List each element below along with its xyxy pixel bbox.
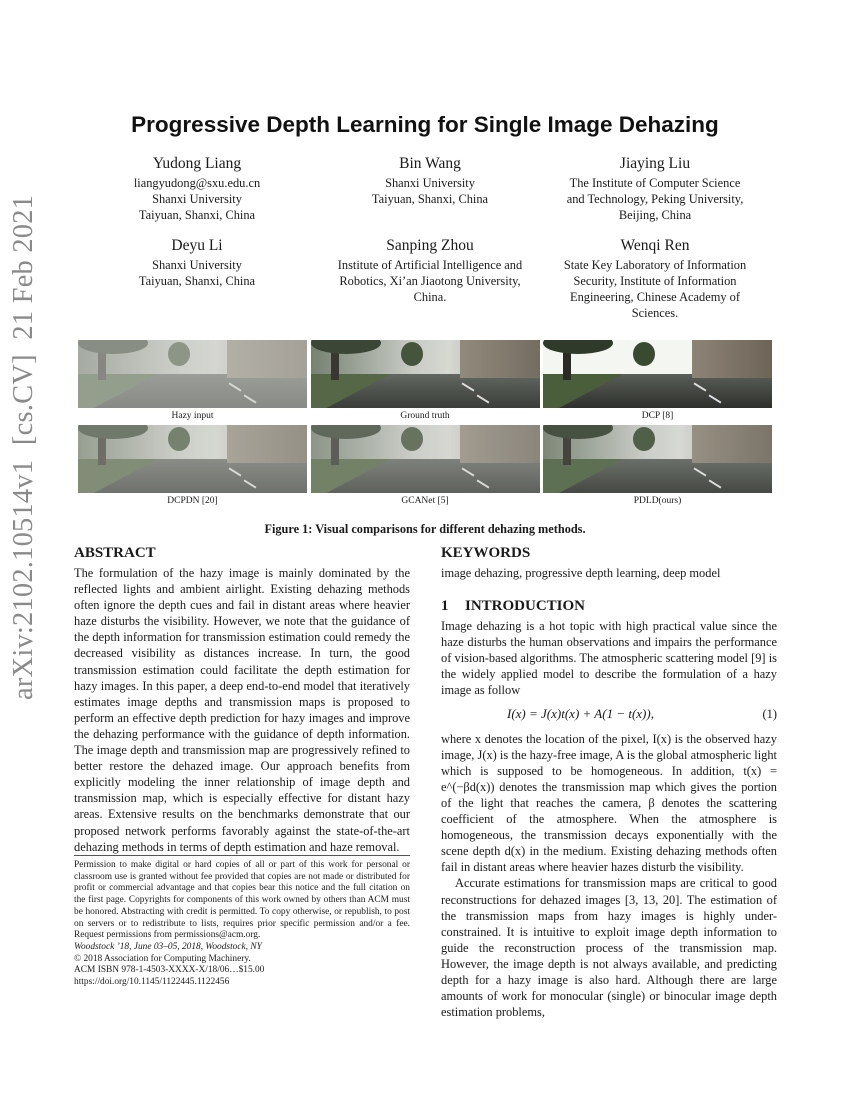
isbn-line: ACM ISBN 978-1-4503-XXXX-X/18/06…$15.00: [74, 965, 265, 976]
section-title: INTRODUCTION: [465, 598, 586, 615]
author-affiliation: Shanxi University: [152, 192, 242, 206]
introduction-heading: [441, 597, 777, 615]
copyright-line: © 2018 Association for Computing Machinery.: [74, 953, 251, 964]
author-location: Taiyuan, Shanxi, China: [138, 208, 256, 222]
author-affiliation: Robotics, Xi’an Jiaotong University,: [339, 274, 521, 288]
figure-panel-label: GCANet [5]: [401, 496, 449, 506]
abstract-heading: ABSTRACT: [74, 545, 156, 561]
figure-caption: Figure 1: Visual comparisons for different dehazing methods.: [264, 522, 586, 536]
author-location: Taiyuan, Shanxi, China: [371, 192, 489, 206]
author-name: Deyu Li: [171, 237, 223, 254]
arxiv-identifier-stamp: arXiv:2102.10514v1 [cs.CV] 21 Feb 2021: [8, 194, 39, 700]
permission-statement: Permission to make digital or hard copies of all or part of this work for personal or classroom use is granted without fee provided that copies are not made or distributed for profit or commercial advantage and that copies bear this notice and the full citation on the first page. Copyrights for components of this work owned by others than ACM must be honored. Abstracting with credit is permitted. To copy otherwise, or republish, to post on servers or to redistribute to lists, requires prior specific permission and/or a fee. Request permissions from permissions@acm.org.: [74, 860, 410, 941]
author-block: [535, 236, 775, 321]
figure-panel-gcanet: [311, 425, 540, 509]
figure-panel-label: DCP [8]: [641, 411, 674, 421]
figure-panel-dcpdn: [78, 425, 307, 509]
figure-panel-label: Hazy input: [171, 411, 214, 421]
equation-1: [441, 704, 777, 728]
street-scene-image: [543, 425, 772, 493]
author-affiliation: Shanxi University: [385, 176, 475, 190]
author-location: Taiyuan, Shanxi, China: [138, 274, 256, 288]
footnote-divider: [74, 855, 410, 856]
author-name: Sanping Zhou: [386, 237, 474, 254]
paper-title: Progressive Depth Learning for Single Image Dehazing: [131, 112, 719, 137]
author-name: Wenqi Ren: [620, 237, 690, 254]
abstract-text: The formulation of the hazy image is mainly dominated by the reflected lights and ambient airlight. Existing dehazing methods often ignore the depth cues and fail in distant areas where heavier haze disturbs the visibility. However, we note that the guidance of the depth information for transmission estimation could remedy the decreased visibility as distances increase. In turn, the good transmission estimation could facilitate the depth estimation for hazy images. In this paper, a deep end-to-end model that iteratively estimates image depths and transmission maps is proposed to perform an effective depth prediction for hazy images and improve the dehazing performance with the guidance of depth information. The image depth and transmission map are progressively refined to better restore the dehazed image. Our approach benefits from explicitly modeling the inner relationship of image depth and transmission map, which is especially effective for distant hazy areas. Extensive results on the benchmarks demonstrate that our proposed network performs favorably against the state-of-the-art dehazing methods in terms of depth estimation and haze removal.: [74, 566, 410, 854]
street-scene-image: [311, 425, 540, 493]
author-location: China.: [413, 290, 447, 304]
street-scene-image: [78, 340, 307, 408]
author-block: [310, 154, 550, 207]
figure-panel-ground-truth: [311, 340, 540, 424]
doi-link[interactable]: https://doi.org/10.1145/1122445.1122456: [74, 977, 230, 988]
street-scene-image: [311, 340, 540, 408]
author-affiliation: Engineering, Chinese Academy of: [570, 290, 740, 304]
author-affiliation: State Key Laboratory of Information: [563, 258, 747, 272]
author-block: [305, 236, 555, 305]
equation-formula: I(x) = J(x)t(x) + A(1 − t(x)),: [507, 705, 654, 721]
author-affiliation: and Technology, Peking University,: [566, 192, 744, 206]
figure-panel-pdld-ours: [543, 425, 772, 509]
author-affiliation: Institute of Artificial Intelligence and: [337, 258, 523, 272]
right-column: [441, 544, 777, 1020]
conference-venue: Woodstock ’18, June 03–05, 2018, Woodstock, NY: [74, 941, 262, 952]
figure-1: [78, 340, 772, 509]
author-name: Jiaying Liu: [619, 155, 691, 172]
figure-panel-hazy-input: [78, 340, 307, 424]
figure-panel-label: PDLD(ours): [633, 496, 682, 506]
author-block: [77, 236, 317, 289]
author-affiliation: The Institute of Computer Science: [569, 176, 741, 190]
figure-row-1: [78, 340, 772, 424]
author-block: [535, 154, 775, 223]
street-scene-image: [543, 340, 772, 408]
author-affiliation: Sciences.: [631, 306, 679, 320]
figure-panel-label: Ground truth: [400, 411, 450, 421]
keywords-text: image dehazing, progressive depth learning, deep model: [441, 566, 721, 580]
author-affiliation: Security, Institute of Information: [573, 274, 737, 288]
keywords-heading: KEYWORDS: [441, 545, 531, 561]
intro-paragraph-3: Accurate estimations for transmission maps are critical to good reconstructions for dehazed images [3, 13, 20]. The estimation of the transmission maps from hazy images is highly under-constrained. It is intuitive to exploit image depth information to guide the reconstruction process of the transmission map. However, the image depth is not always available, and predicting depth for a hazy image is also hard. Although there are large amounts of work for monocular (single) or binocular image depth estimation problems,: [441, 876, 777, 1020]
acm-permission-footnote: [74, 855, 410, 989]
equation-number: (1): [762, 706, 777, 721]
intro-paragraph-1: Image dehazing is a hot topic with high practical value since the haze disturbs the human observations and impairs the performance of vision-based algorithms. The atmospheric scattering model [9] is the widely applied model to describe the formulation of a hazy image as follow: [441, 619, 777, 698]
left-column: [74, 544, 410, 855]
author-name: Bin Wang: [399, 155, 461, 172]
author-block: [77, 154, 317, 223]
intro-paragraph-2: where x denotes the location of the pixel, I(x) is the observed hazy image, J(x) is the hazy-free image, A is the global atmospheric light which is supposed to be homogeneous. In addition, t(x) = e^(−βd(x)) denotes the transmission map which gives the portion of the light that reaches the camera, β denotes the scattering coefficient of the atmosphere. When the atmosphere is homogeneous, the transmission decays exponentially with the scene depth d(x) in the medium. Existing dehazing methods often fail in distant areas where heavier hazes disturb the visibility.: [441, 731, 777, 875]
figure-panel-dcp: [543, 340, 772, 424]
street-scene-image: [78, 425, 307, 493]
author-name: Yudong Liang: [152, 155, 242, 172]
figure-panel-label: DCPDN [20]: [167, 496, 218, 506]
figure-row-2: [78, 425, 772, 509]
section-number: 1: [441, 598, 449, 615]
author-location: Beijing, China: [618, 208, 692, 222]
author-affiliation: Shanxi University: [152, 258, 242, 272]
author-email[interactable]: liangyudong@sxu.edu.cn: [133, 176, 261, 190]
